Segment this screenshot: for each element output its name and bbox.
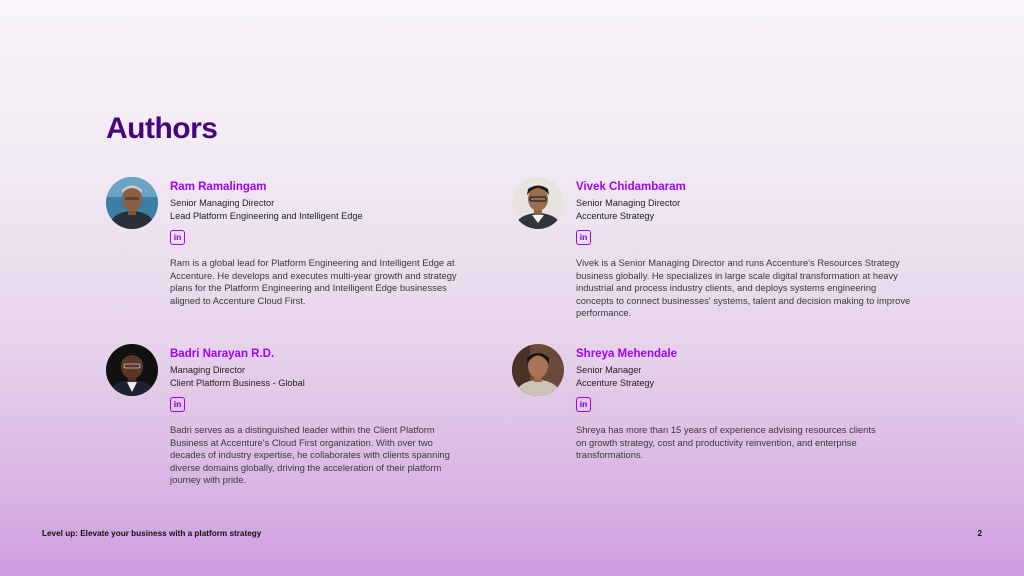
author-card-2 (512, 177, 912, 337)
author-bio: Shreya has more than 15 years of experience advising resources clients on growth strategy, cost and productivity reinvention, and enterprise transformations. (576, 424, 876, 461)
author-bio: Badri serves as a distinguished leader within the Client Platform Business at Accenture's Cloud First organization. With over two decades of industry expertise, he collaborates with clients spanning diverse domains globally, driving the acceleration of their platform journey with pride. (170, 424, 450, 486)
linkedin-icon[interactable]: in (576, 230, 591, 245)
author-photo (512, 344, 564, 396)
footer-document-title: Level up: Elevate your business with a platform strategy (42, 529, 262, 538)
author-department: Client Platform Business - Global (170, 378, 305, 388)
author-title: Senior Managing Director (576, 198, 681, 208)
author-department: Accenture Strategy (576, 211, 655, 221)
linkedin-icon[interactable]: in (170, 397, 185, 412)
author-department: Accenture Strategy (576, 378, 655, 388)
author-photo (106, 177, 158, 229)
author-bio: Vivek is a Senior Managing Director and runs Accenture's Resources Strategy business globally. He specializes in large scale digital transformation at heavy industrial and process industry clients, and deploys systems engineering concepts to connect businesses' systems, talent and decision making to improve performance. (576, 257, 911, 319)
linkedin-icon[interactable]: in (576, 397, 591, 412)
author-name: Vivek Chidambaram (576, 181, 686, 193)
author-title: Managing Director (170, 365, 246, 375)
author-card-4 (512, 344, 912, 504)
author-name: Badri Narayan R.D. (170, 348, 275, 360)
author-photo (512, 177, 564, 229)
page-title: Authors (106, 112, 218, 145)
linkedin-icon[interactable]: in (170, 230, 185, 245)
author-card-3 (106, 344, 506, 504)
author-bio: Ram is a global lead for Platform Engineering and Intelligent Edge at Accenture. He develops and executes multi-year growth and strategy plans for the Platform Engineering and Intelligent Edge businesses aligned to Accenture Cloud First. (170, 257, 457, 306)
author-department: Lead Platform Engineering and Intelligent Edge (170, 211, 363, 221)
author-name: Ram Ramalingam (170, 181, 267, 193)
author-photo (106, 344, 158, 396)
author-card-1 (106, 177, 506, 337)
page-number: 2 (977, 529, 982, 538)
author-title: Senior Manager (576, 365, 642, 375)
author-title: Senior Managing Director (170, 198, 275, 208)
author-name: Shreya Mehendale (576, 348, 677, 360)
